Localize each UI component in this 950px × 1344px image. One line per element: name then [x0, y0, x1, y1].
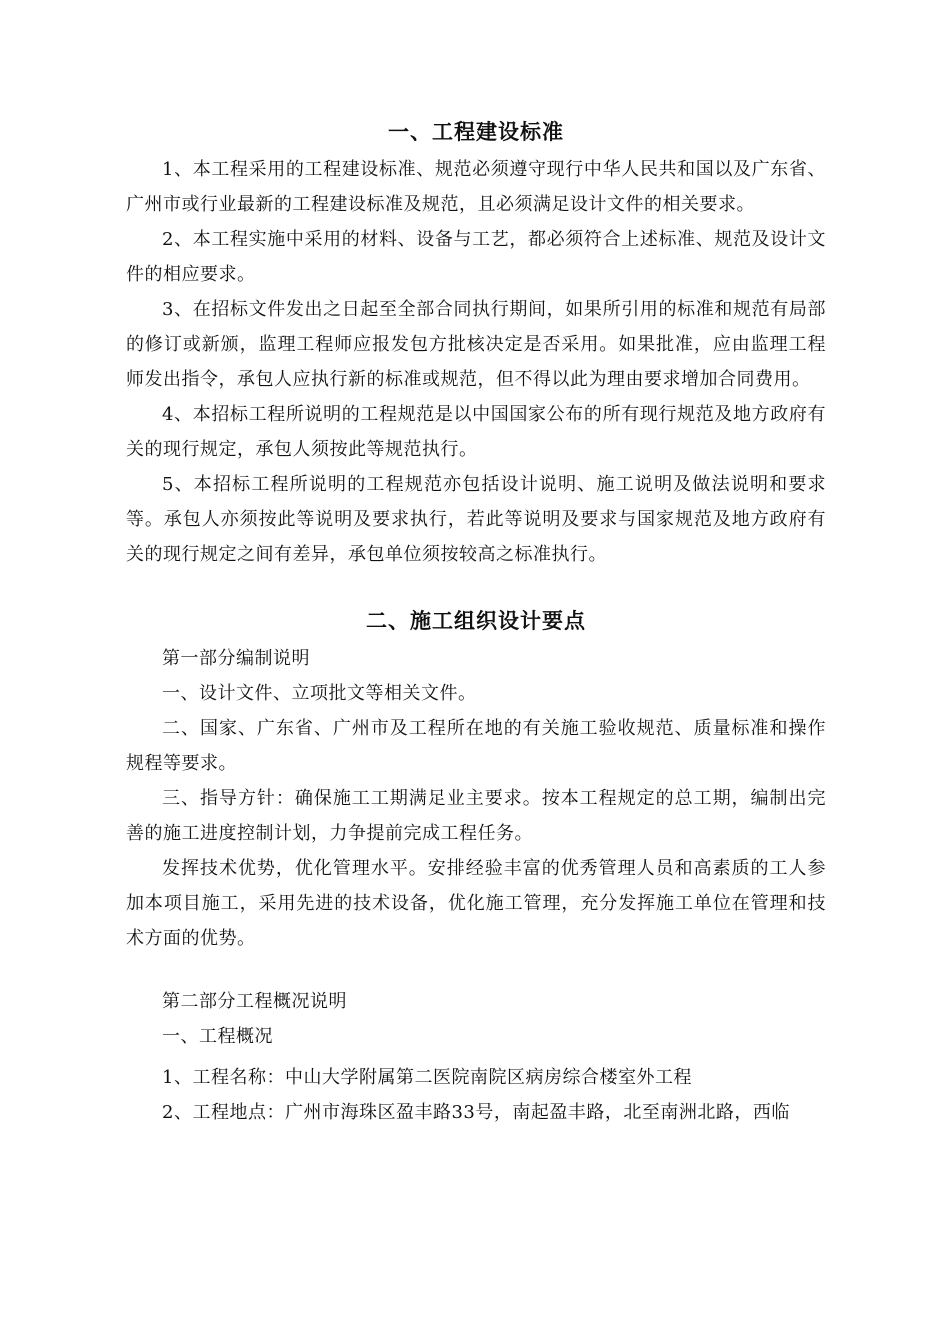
document-page — [126, 112, 826, 1130]
section-1-title: 一、工程建设标准 — [388, 119, 564, 144]
section-1-paragraph-5: 5、本招标工程所说明的工程规范亦包括设计说明、施工说明及做法说明和要求等。承包人亦须按此等说明及要求执行，若此等说明及要求与国家规范及地方政府有关的现行规定之间有差异，承包单位须按较高之标准执行。 — [126, 474, 826, 565]
part-1-paragraph-1: 一、设计文件、立项批文等相关文件。 — [162, 683, 477, 704]
part-1-title: 第一部分编制说明 — [162, 648, 310, 669]
part-2-title: 第二部分工程概况说明 — [162, 991, 347, 1012]
section-1-paragraph-4: 4、本招标工程所说明的工程规范是以中国国家公布的所有现行规范及地方政府有关的现行规定，承包人须按此等规范执行。 — [126, 404, 826, 460]
part-2-subtitle: 一、工程概况 — [162, 1026, 273, 1047]
part-1-paragraph-2: 二、国家、广东省、广州市及工程所在地的有关施工验收规范、质量标准和操作规程等要求。 — [126, 718, 826, 774]
part-2-paragraph-2: 2、工程地点：广州市海珠区盈丰路33号，南起盈丰路，北至南洲北路，西临 — [162, 1102, 790, 1123]
section-1-paragraph-2: 2、本工程实施中采用的材料、设备与工艺，都必须符合上述标准、规范及设计文件的相应要求。 — [126, 229, 826, 285]
section-1-paragraph-3: 3、在招标文件发出之日起至全部合同执行期间，如果所引用的标准和规范有局部的修订或新颁，监理工程师应报发包方批核决定是否采用。如果批准，应由监理工程师发出指令，承包人应执行新的标准或规范，但不得以此为理由要求增加合同费用。 — [126, 299, 826, 390]
part-1-paragraph-4: 发挥技术优势，优化管理水平。安排经验丰富的优秀管理人员和高素质的工人参加本项目施工，采用先进的技术设备，优化施工管理，充分发挥施工单位在管理和技术方面的优势。 — [126, 858, 826, 949]
section-2-title: 二、施工组织设计要点 — [366, 608, 586, 633]
section-1-paragraph-1: 1、本工程采用的工程建设标准、规范必须遵守现行中华人民共和国以及广东省、广州市或行业最新的工程建设标准及规范，且必须满足设计文件的相关要求。 — [126, 159, 826, 215]
section-spacer — [126, 572, 826, 601]
part-spacer — [126, 956, 826, 984]
part-1-paragraph-3: 三、指导方针：确保施工工期满足业主要求。按本工程规定的总工期，编制出完善的施工进度控制计划，力争提前完成工程任务。 — [126, 788, 826, 844]
part-2-paragraph-1: 1、工程名称：中山大学附属第二医院南院区病房综合楼室外工程 — [162, 1067, 692, 1088]
